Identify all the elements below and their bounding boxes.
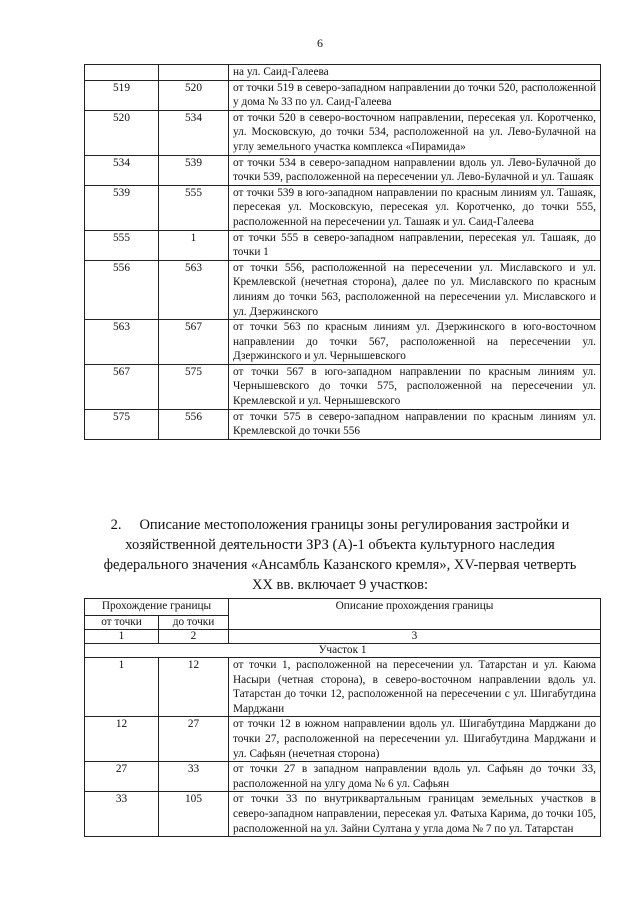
description-cell: от точки 555 в северо-западном направлении, пересекая ул. Ташаяк, до точки 1: [229, 230, 601, 260]
table-row: [85, 230, 601, 260]
to-point-cell: 33: [159, 762, 229, 792]
to-point-cell: 27: [159, 717, 229, 762]
from-point-cell: 534: [85, 155, 159, 185]
from-point-cell: 1: [85, 658, 159, 717]
table-row: [85, 320, 601, 365]
from-point-cell: 27: [85, 762, 159, 792]
from-point-cell: 575: [85, 409, 159, 439]
description-cell: от точки 539 в юго-западном направлении по красным линиям ул. Ташаяк, пересекая ул. Московскую, пересекая ул. Коротченко, до точки 555, расположенной на пересечении ул. Ташаяк и ул. Саид-Галеева: [229, 185, 601, 230]
table-row: [85, 717, 601, 762]
to-point-cell: 539: [159, 155, 229, 185]
to-point-cell: 555: [159, 185, 229, 230]
passage-header: Прохождение границы: [85, 599, 229, 616]
boundary-table-continued: [84, 64, 601, 440]
from-point-cell: 520: [85, 110, 159, 155]
column-number: 1: [85, 630, 159, 644]
description-cell: от точки 33 по внутриквартальным границам земельных участков в северо-западном направлении, пересекая ул. Фатыха Карима, до точки 105, расположенной на ул. Зайни Султана у угла дома № 7 по ул. Татарстан: [229, 792, 601, 837]
page-number: 6: [317, 36, 323, 50]
to-point-cell: 556: [159, 409, 229, 439]
description-cell: от точки 534 в северо-западном направлении вдоль ул. Лево-Булачной до точки 539, расположенной на пересечении ул. Лево-Булачной и ул. Ташаяк: [229, 155, 601, 185]
description-cell: от точки 556, расположенной на пересечении ул. Миславского и ул. Кремлевской (нечетная сторона), далее по ул. Миславского по красным линиям до точки 563, расположенной на пересечении ул. Миславского и ул. Дзержинского: [229, 260, 601, 319]
table-row: [85, 762, 601, 792]
from-point-cell: 556: [85, 260, 159, 319]
description-cell: от точки 520 в северо-восточном направлении, пересекая ул. Коротченко, ул. Московскую, до точки 534, расположенной на ул. Лево-Булачной на углу земельного участка комплекса «Пирамида»: [229, 110, 601, 155]
description-cell: на ул. Саид-Галеева: [229, 65, 601, 81]
section-heading: [100, 515, 580, 595]
from-point-cell: [85, 65, 159, 81]
description-cell: от точки 519 в северо-западном направлении до точки 520, расположенной у дома № 33 по ул. Саид-Галеева: [229, 80, 601, 110]
from-point-cell: 519: [85, 80, 159, 110]
to-point-cell: 105: [159, 792, 229, 837]
description-cell: от точки 12 в южном направлении вдоль ул. Шигабутдина Марджани до точки 27, расположенной на пересечении ул. Шигабутдина Марджани и ул. Сафьян (нечетная сторона): [229, 717, 601, 762]
from-point-cell: 539: [85, 185, 159, 230]
to-point-cell: 567: [159, 320, 229, 365]
table-row: [85, 792, 601, 837]
table-row: [85, 80, 601, 110]
table-row: [85, 364, 601, 409]
table-row: [85, 260, 601, 319]
from-point-cell: 555: [85, 230, 159, 260]
plot-section-label: Участок 1: [85, 644, 601, 658]
to-point-cell: 534: [159, 110, 229, 155]
column-number: 3: [229, 630, 601, 644]
table-row: [85, 409, 601, 439]
table-row: [85, 110, 601, 155]
description-cell: от точки 567 в юго-западном направлении по красным линиям ул. Чернышевского до точки 575, расположенной на пересечении ул. Кремлевской и ул. Чернышевского: [229, 364, 601, 409]
table-row: [85, 185, 601, 230]
to-point-cell: 575: [159, 364, 229, 409]
to-point-cell: 563: [159, 260, 229, 319]
to-point-cell: [159, 65, 229, 81]
column-number: 2: [159, 630, 229, 644]
table-row: [85, 155, 601, 185]
to-point-cell: 1: [159, 230, 229, 260]
section-number: 2.: [110, 517, 122, 533]
description-cell: от точки 27 в западном направлении вдоль ул. Сафьян до точки 33, расположенной на улгу дома № 6 ул. Сафьян: [229, 762, 601, 792]
table-row: [85, 65, 601, 81]
to-point-cell: 520: [159, 80, 229, 110]
description-cell: от точки 1, расположенной на пересечении ул. Татарстан и ул. Каюма Насыри (четная сторона), в северо-восточном направлении вдоль ул. Татарстан до точки 12, расположенной на пересечении с ул. Шигабутдина Марджани: [229, 658, 601, 717]
table-header-row: [85, 599, 601, 616]
from-point-header: от точки: [85, 616, 159, 630]
to-point-cell: 12: [159, 658, 229, 717]
table-row: [85, 658, 601, 717]
description-header: Описание прохождения границы: [229, 599, 601, 630]
from-point-cell: 563: [85, 320, 159, 365]
to-point-header: до точки: [159, 616, 229, 630]
section-heading-text: Описание местоположения границы зоны регулирования застройки и хозяйственной деятельности ЗРЗ (А)-1 объекта культурного наследия федерального значения «Ансамбль Казанского кремля», XV-первая четверть XX вв. включает 9 участков:: [103, 517, 577, 593]
description-cell: от точки 575 в северо-западном направлении по красным линиям ул. Кремлевской до точки 556: [229, 409, 601, 439]
boundary-table-zrz: [84, 598, 601, 837]
description-cell: от точки 563 по красным линиям ул. Дзержинского в юго-восточном направлении до точки 567, расположенной на пересечении ул. Дзержинского и ул. Чернышевского: [229, 320, 601, 365]
plot-section-row: [85, 644, 601, 658]
from-point-cell: 567: [85, 364, 159, 409]
column-number-row: [85, 630, 601, 644]
from-point-cell: 33: [85, 792, 159, 837]
from-point-cell: 12: [85, 717, 159, 762]
